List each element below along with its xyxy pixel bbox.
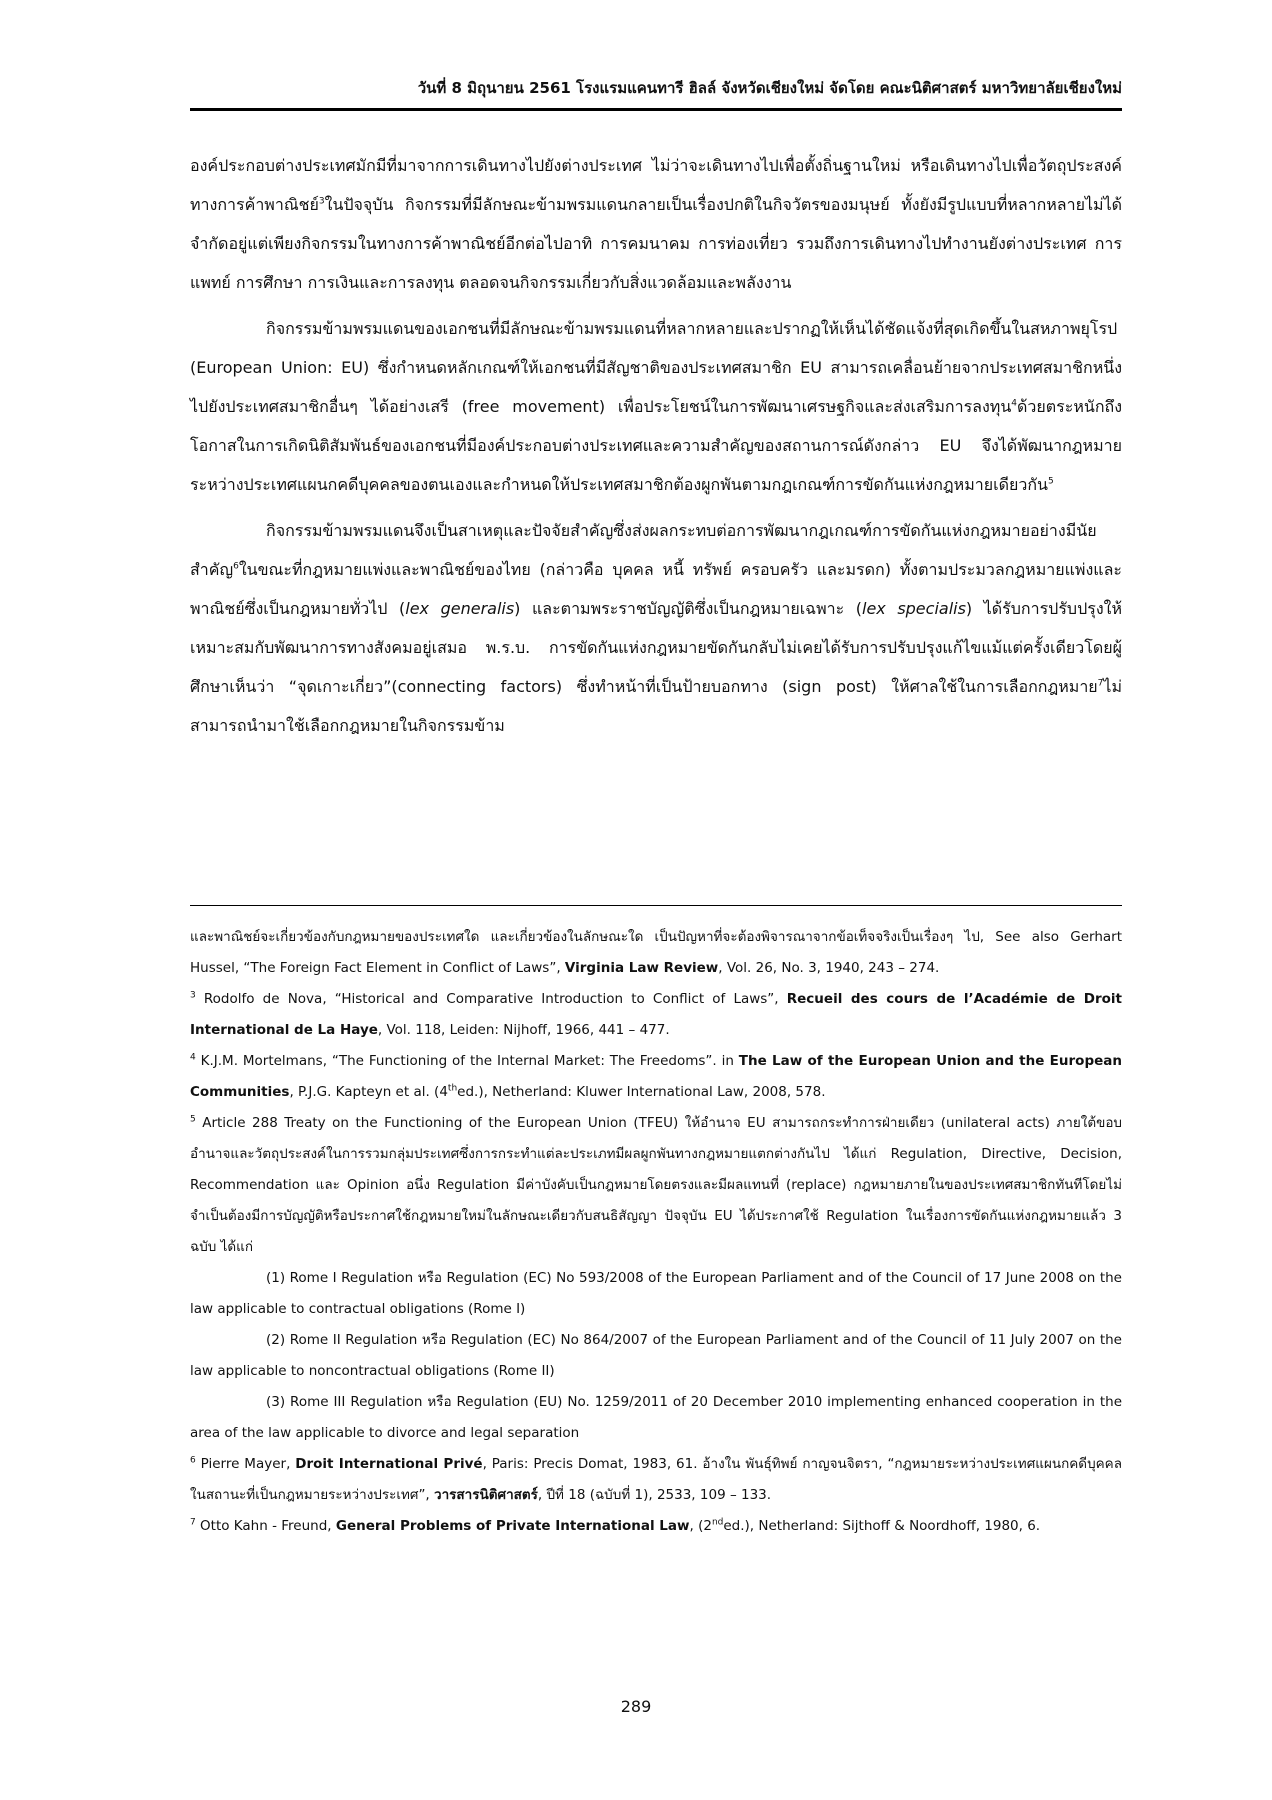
paragraph-2-rest: ด้วยตระหนักถึงโอกาสในการเกิดนิติสัมพันธ์ของเอกชนที่มีองค์ประกอบต่างประเทศและความสำคัญของสถานการณ์ดังกล่าว EU จึงได้พัฒนากฎหมายระหว่างประเทศแผนกคดีบุคคลของตนเองและกำหนดให้ประเทศสมาชิกต้องผูกพันตามกฎเกณฑ์การขัดกันแห่งกฎหมายเดียวกัน [190,397,1122,494]
lex-generalis: lex generalis [405,599,515,618]
footnote-rule [190,905,1122,906]
footnote-ref-6: 6 [233,561,239,572]
paragraph-1-text: องค์ประกอบต่างประเทศมักมีที่มาจากการเดินทางไปยังต่างประเทศ ไม่ว่าจะเดินทางไปเพื่อตั้งถิ่นฐานใหม่ หรือเดินทางไปเพื่อวัตถุประสงค์ทางการค้าพาณิชย์ [190,156,1122,214]
paragraph-3-part-e: ไม่สามารถนำมาใช้เลือกกฎหมายในกิจกรรมข้าม [190,677,1122,735]
header-rule [190,108,1122,111]
fn6-citation: , ปีที่ 18 (ฉบับที่ 1), 2533, 109 – 133. [537,1487,772,1503]
paragraph-3 [190,511,1122,745]
fn6-text: , Paris: Precis Domat, 1983, 61. อ้างใน พันธุ์ทิพย์ กาญจนจิตรา, “กฎหมายระหว่างประเทศแผนกคดีบุคคลในสถานะที่เป็นกฎหมายระหว่างประเทศ”, [190,1456,1122,1503]
fn6-author: Pierre Mayer, [195,1456,296,1472]
fn4-publisher: ed.), Netherland: Kluwer International Law, 2008, 578. [457,1084,826,1100]
fn4-book: The Law of the European Union and the European Communities [190,1053,1122,1100]
fn3-journal: Recueil des cours de l’Académie de Droit International de La Haye [190,991,1122,1038]
footnote-4 [190,1046,1122,1108]
footnote-ref-7: 7 [1097,678,1104,689]
footnote-ref-3: 3 [318,196,325,207]
fn7-publisher: ed.), Netherland: Sijthoff & Noordhoff, 1980, 6. [723,1518,1041,1534]
footnote-7 [190,1511,1122,1542]
page-number: 289 [620,1697,652,1716]
paragraph-3-part-b: ในขณะที่กฎหมายแพ่งและพาณิชย์ของไทย (กล่าวคือ บุคคล หนี้ ทรัพย์ ครอบครัว และมรดก) ทั้งตามประมวลกฎหมายแพ่งและพาณิชย์ซึ่งเป็นกฎหมายทั่วไป ( [190,560,1122,618]
fn4-edition-suffix: th [447,1083,458,1094]
paragraph-1-rest: ในปัจจุบัน กิจกรรมที่มีลักษณะข้ามพรมแดนกลายเป็นเรื่องปกติในกิจวัตรของมนุษย์ ทั้งยังมีรูปแบบที่หลากหลายไม่ได้จำกัดอยู่แต่เพียงกิจกรรมในทางการค้าพาณิชย์อีกต่อไปอาทิ การคมนาคม การท่องเที่ยว รวมถึงการเดินทางไปทำงานยังต่างประเทศ การแพทย์ การศึกษา การเงินและการลงทุน ตลอดจนกิจกรรมเกี่ยวกับสิ่งแวดล้อมและพลังงาน [190,195,1122,292]
footnote-3 [190,984,1122,1046]
paragraph-3-text: กิจกรรมข้ามพรมแดนจึงเป็นสาเหตุและปัจจัยสำคัญซึ่งส่งผลกระทบต่อการพัฒนากฎเกณฑ์การขัดกันแห่งกฎหมายอย่างมีนัยสำคัญ [190,521,1097,579]
running-header [190,40,1122,110]
paragraph-2-text: กิจกรรมข้ามพรมแดนของเอกชนที่มีลักษณะข้ามพรมแดนที่หลากหลายและปรากฏให้เห็นได้ชัดแจ้งที่สุดเกิดขึ้นในสหภาพยุโรป (European Union: EU) ซึ่งกำหนดหลักเกณฑ์ให้เอกชนที่มีสัญชาติของประเทศสมาชิก EU สามารถเคลื่อนย้ายจากประเทศสมาชิกหนึ่งไปยังประเทศสมาชิกอื่นๆ ได้อย่างเสรี (free movement) เพื่อประโยชน์ในการพัฒนาเศรษฐกิจและส่งเสริมการลงทุน [190,319,1122,416]
paragraph-3-part-d: ) ได้รับการปรับปรุงให้เหมาะสมกับพัฒนาการทางสังคมอยู่เสมอ พ.ร.บ. การขัดกันแห่งกฎหมายขัดกันกลับไม่เคยได้รับการปรับปรุงแก้ไขแม้แต่ครั้งเดียวโดยผู้ศึกษาเห็นว่า “จุดเกาะเกี่ยว”(connecting factors) ซึ่งทำหน้าที่เป็นป้ายบอกทาง (sign post) ให้ศาลใช้ในการเลือกกฎหมาย [190,599,1122,696]
paragraph-2 [190,309,1122,504]
fn3-number: 3 [190,990,196,1001]
lex-specialis: lex specialis [862,599,966,618]
fn7-book: General Problems of Private International Law [335,1518,690,1534]
fn7-citation: , (2 [689,1518,712,1534]
fn4-text: K.J.M. Mortelmans, “The Functioning of the Internal Market: The Freedoms”. in [195,1053,739,1069]
paragraph-3-part-c: ) และตามพระราชบัญญัติซึ่งเป็นกฎหมายเฉพาะ ( [514,599,862,618]
fn4-number: 4 [190,1052,196,1063]
footnote-continuation [190,922,1122,984]
fn6-book: Droit International Privé [295,1456,483,1472]
fn3-text: Rodolfo de Nova, “Historical and Comparative Introduction to Conflict of Laws”, [195,991,787,1007]
fn5-number: 5 [190,1114,196,1125]
fn4-citation: , P.J.G. Kapteyn et al. (4 [289,1084,448,1100]
fn-cont-text: และพาณิชย์จะเกี่ยวข้องกับกฎหมายของประเทศใด และเกี่ยวข้องในลักษณะใด เป็นปัญหาที่จะต้องพิจารณาจากข้อเท็จจริงเป็นเรื่องๆ ไป, See also Gerhart Hussel, “The Foreign Fact Element in Conflict of Laws”, [190,929,1122,976]
fn-cont-citation: , Vol. 26, No. 3, 1940, 243 – 274. [718,960,940,976]
footnote-5-item-2: (2) Rome II Regulation หรือ Regulation (EC) No 864/2007 of the European Parliament and of the Council of 11 July 2007 on the law applicable to noncontractual obligations (Rome II) [190,1332,1122,1379]
footnote-6 [190,1449,1122,1511]
footnote-5-item-1: (1) Rome I Regulation หรือ Regulation (EC) No 593/2008 of the European Parliament and of the Council of 17 June 2008 on the law applicable to contractual obligations (Rome I) [190,1270,1122,1317]
fn5-text: Article 288 Treaty on the Functioning of the European Union (TFEU) ให้อำนาจ EU สามารถกระทำการฝ่ายเดียว (unilateral acts) ภายใต้ขอบอำนาจและวัตถุประสงค์ในการรวมกลุ่มประเทศซึ่งการกระทำแต่ละประเภทมีผลผูกพันทางกฎหมายแตกต่างกันไป ได้แก่ Regulation, Directive, Decision, Recommendation และ Opinion อนึ่ง Regulation มีค่าบังคับเป็นกฎหมายโดยตรงและมีผลแทนที่ (replace) กฎหมายภายในของประเทศสมาชิกทันทีโดยไม่จำเป็นต้องมีการบัญญัติหรือประกาศใช้กฎหมายใหม่ในลักษณะเดียวกับสนธิสัญญา ปัจจุบัน EU ได้ประกาศใช้ Regulation ในเรื่องการขัดกันแห่งกฎหมายแล้ว 3 ฉบับ ได้แก่ [190,1115,1122,1255]
fn7-author: Otto Kahn - Freund, [195,1518,336,1534]
body-text [190,146,1122,752]
fn6-number: 6 [190,1455,196,1466]
fn3-citation: , Vol. 118, Leiden: Nijhoff, 1966, 441 – 477. [377,1022,670,1038]
fn7-number: 7 [190,1517,196,1528]
paragraph-1 [190,146,1122,302]
fn-cont-journal: Virginia Law Review [564,960,719,976]
footnote-ref-5: 5 [1047,476,1054,487]
footnotes [190,922,1122,1542]
fn7-edition-suffix: nd [711,1517,724,1528]
footnote-5 [190,1108,1122,1263]
footnote-ref-4: 4 [1011,398,1017,409]
footnote-5-item-3: (3) Rome III Regulation หรือ Regulation (EU) No. 1259/2011 of 20 December 2010 implementing enhanced cooperation in the area of the law applicable to divorce and legal separation [190,1394,1122,1441]
header-text: วันที่ 8 มิถุนายน 2561 โรงแรมแคนทารี ฮิลล์ จังหวัดเชียงใหม่ จัดโดย คณะนิติศาสตร์ มหาวิทยาลัยเชียงใหม่ [417,79,1122,97]
fn6-journal: วารสารนิติศาสตร์ [434,1487,538,1503]
